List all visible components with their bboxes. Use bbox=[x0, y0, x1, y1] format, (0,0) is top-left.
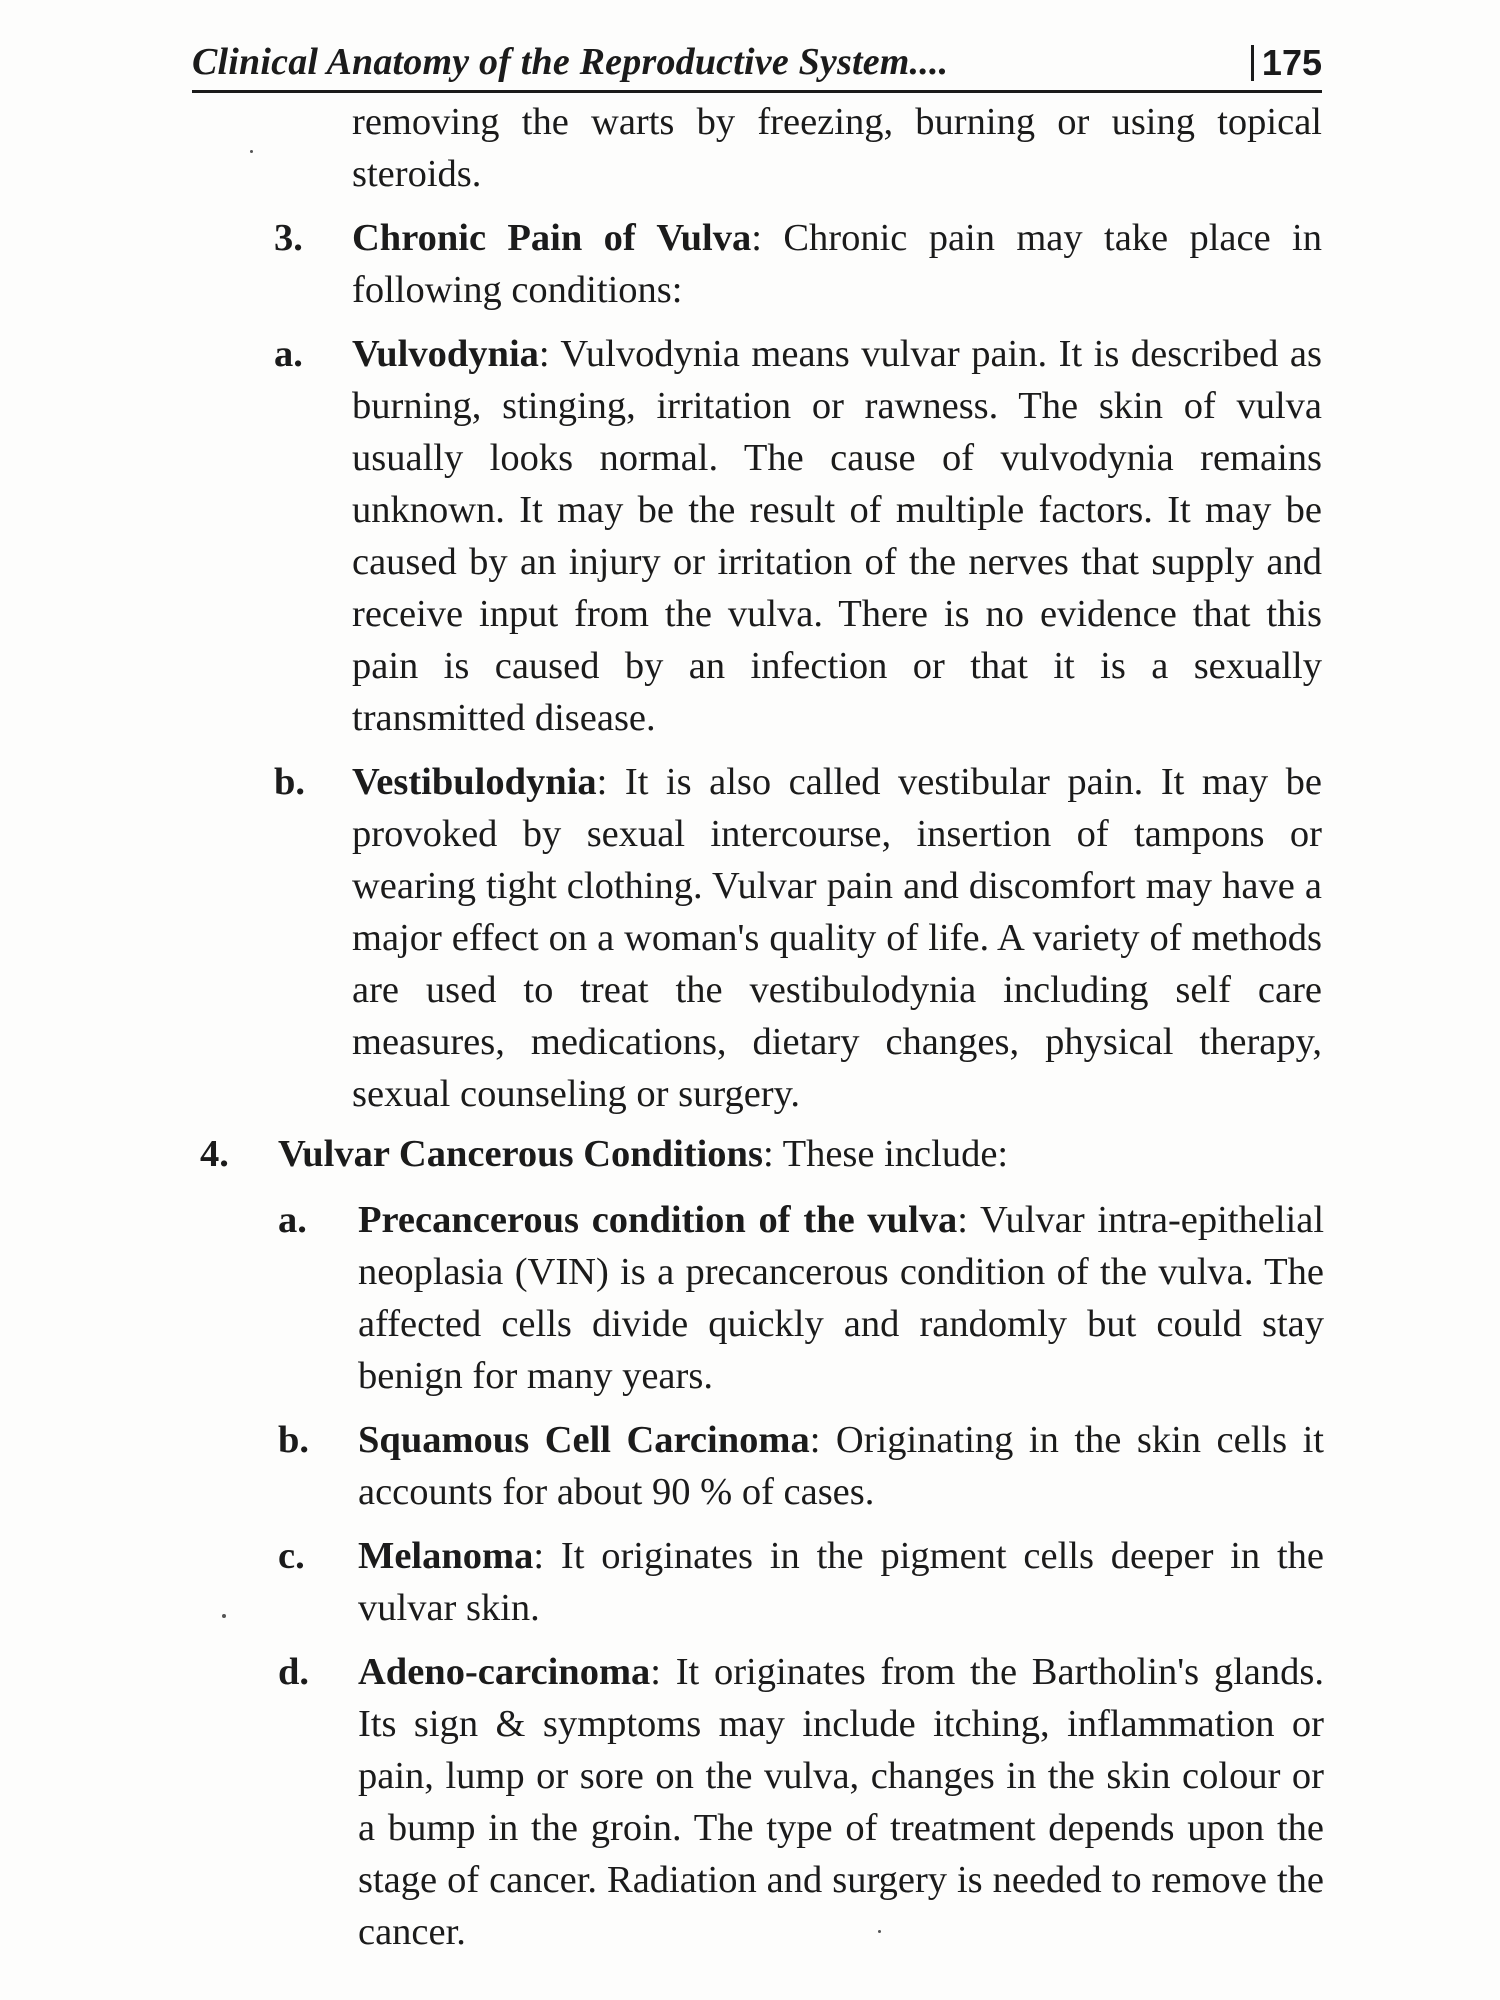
item-3-number: 3. bbox=[274, 217, 303, 259]
item-4-number: 4. bbox=[200, 1133, 229, 1175]
item-4c-letter: c. bbox=[278, 1535, 305, 1577]
scan-speck bbox=[878, 1930, 881, 1933]
page-number-divider bbox=[1251, 45, 1254, 81]
item-3-text: : Chronic pain may take place in following conditions: bbox=[352, 217, 1322, 311]
item-4d-paragraph bbox=[358, 1646, 1324, 1958]
page-number-value: 175 bbox=[1261, 42, 1322, 83]
item-4d-letter: d. bbox=[278, 1651, 310, 1693]
item-3a-term: Vulvodynia bbox=[352, 333, 539, 375]
item-3a-text: : Vulvodynia means vulvar pain. It is described as burning, stinging, irritation or rawness. The skin of vulva usually looks normal. The cause of vulvodynia remains unknown. It may be the result of multiple factors. It may be caused by an injury or irritation of the nerves that supply and receive input from the vulva. There is no evidence that this pain is caused by an infection or that it is a sexually transmitted disease. bbox=[352, 333, 1322, 739]
running-header bbox=[192, 30, 1322, 93]
continuation-paragraph: removing the warts by freezing, burning or using topical steroids. bbox=[352, 101, 1322, 195]
item-4c-paragraph bbox=[358, 1530, 1324, 1634]
item-4b-letter: b. bbox=[278, 1419, 310, 1461]
item-4a-paragraph bbox=[358, 1194, 1324, 1402]
item-4b-text: : Originating in the skin cells it accounts for about 90 % of cases. bbox=[358, 1419, 1324, 1513]
item-4d-text: : It originates from the Bartholin's glands. Its sign & symptoms may include itching, inflammation or pain, lump or sore on the vulva, changes in the skin colour or a bump in the groin. The type of treatment depends upon the stage of cancer. Radiation and surgery is needed to remove the cancer. bbox=[358, 1651, 1324, 1953]
item-3a-letter: a. bbox=[274, 333, 303, 375]
scan-speck bbox=[222, 1614, 226, 1618]
item-3-term: Chronic Pain of Vulva bbox=[352, 217, 752, 259]
item-4b-paragraph bbox=[358, 1414, 1324, 1518]
item-3b-text: : It is also called vestibular pain. It may be provoked by sexual intercourse, insertion of tampons or wearing tight clothing. Vulvar pain and discomfort may have a major effect on a woman's quality of life. A variety of methods are used to treat the vestibulodynia including self care measures, medications, dietary changes, physical therapy, sexual counseling or surgery. bbox=[352, 761, 1322, 1115]
item-3b-paragraph bbox=[352, 756, 1322, 1120]
item-4c-term: Melanoma bbox=[358, 1535, 534, 1577]
item-4-paragraph bbox=[278, 1128, 1322, 1180]
chapter-title: Clinical Anatomy of the Reproductive System.... bbox=[192, 41, 949, 83]
scan-speck bbox=[250, 150, 253, 153]
item-4b-term: Squamous Cell Carcinoma bbox=[358, 1419, 810, 1461]
page-number bbox=[1251, 42, 1322, 84]
item-3-paragraph bbox=[352, 212, 1322, 316]
item-4a-term: Precancerous condition of the vulva bbox=[358, 1199, 958, 1241]
item-4a-letter: a. bbox=[278, 1199, 307, 1241]
item-4a-text: : Vulvar intra-epithelial neoplasia (VIN) is a precancerous condition of the vulva. The affected cells divide quickly and randomly but could stay benign for many years. bbox=[358, 1199, 1325, 1397]
item-4c-text: : It originates in the pigment cells deeper in the vulvar skin. bbox=[358, 1535, 1324, 1629]
item-4-text: : These include: bbox=[762, 1133, 1009, 1175]
item-4-term: Vulvar Cancerous Conditions bbox=[278, 1133, 763, 1175]
item-3b-term: Vestibulodynia bbox=[352, 761, 597, 803]
item-3b-letter: b. bbox=[274, 761, 306, 803]
item-4d-term: Adeno-carcinoma bbox=[358, 1651, 651, 1693]
item-3a-paragraph bbox=[352, 328, 1322, 744]
